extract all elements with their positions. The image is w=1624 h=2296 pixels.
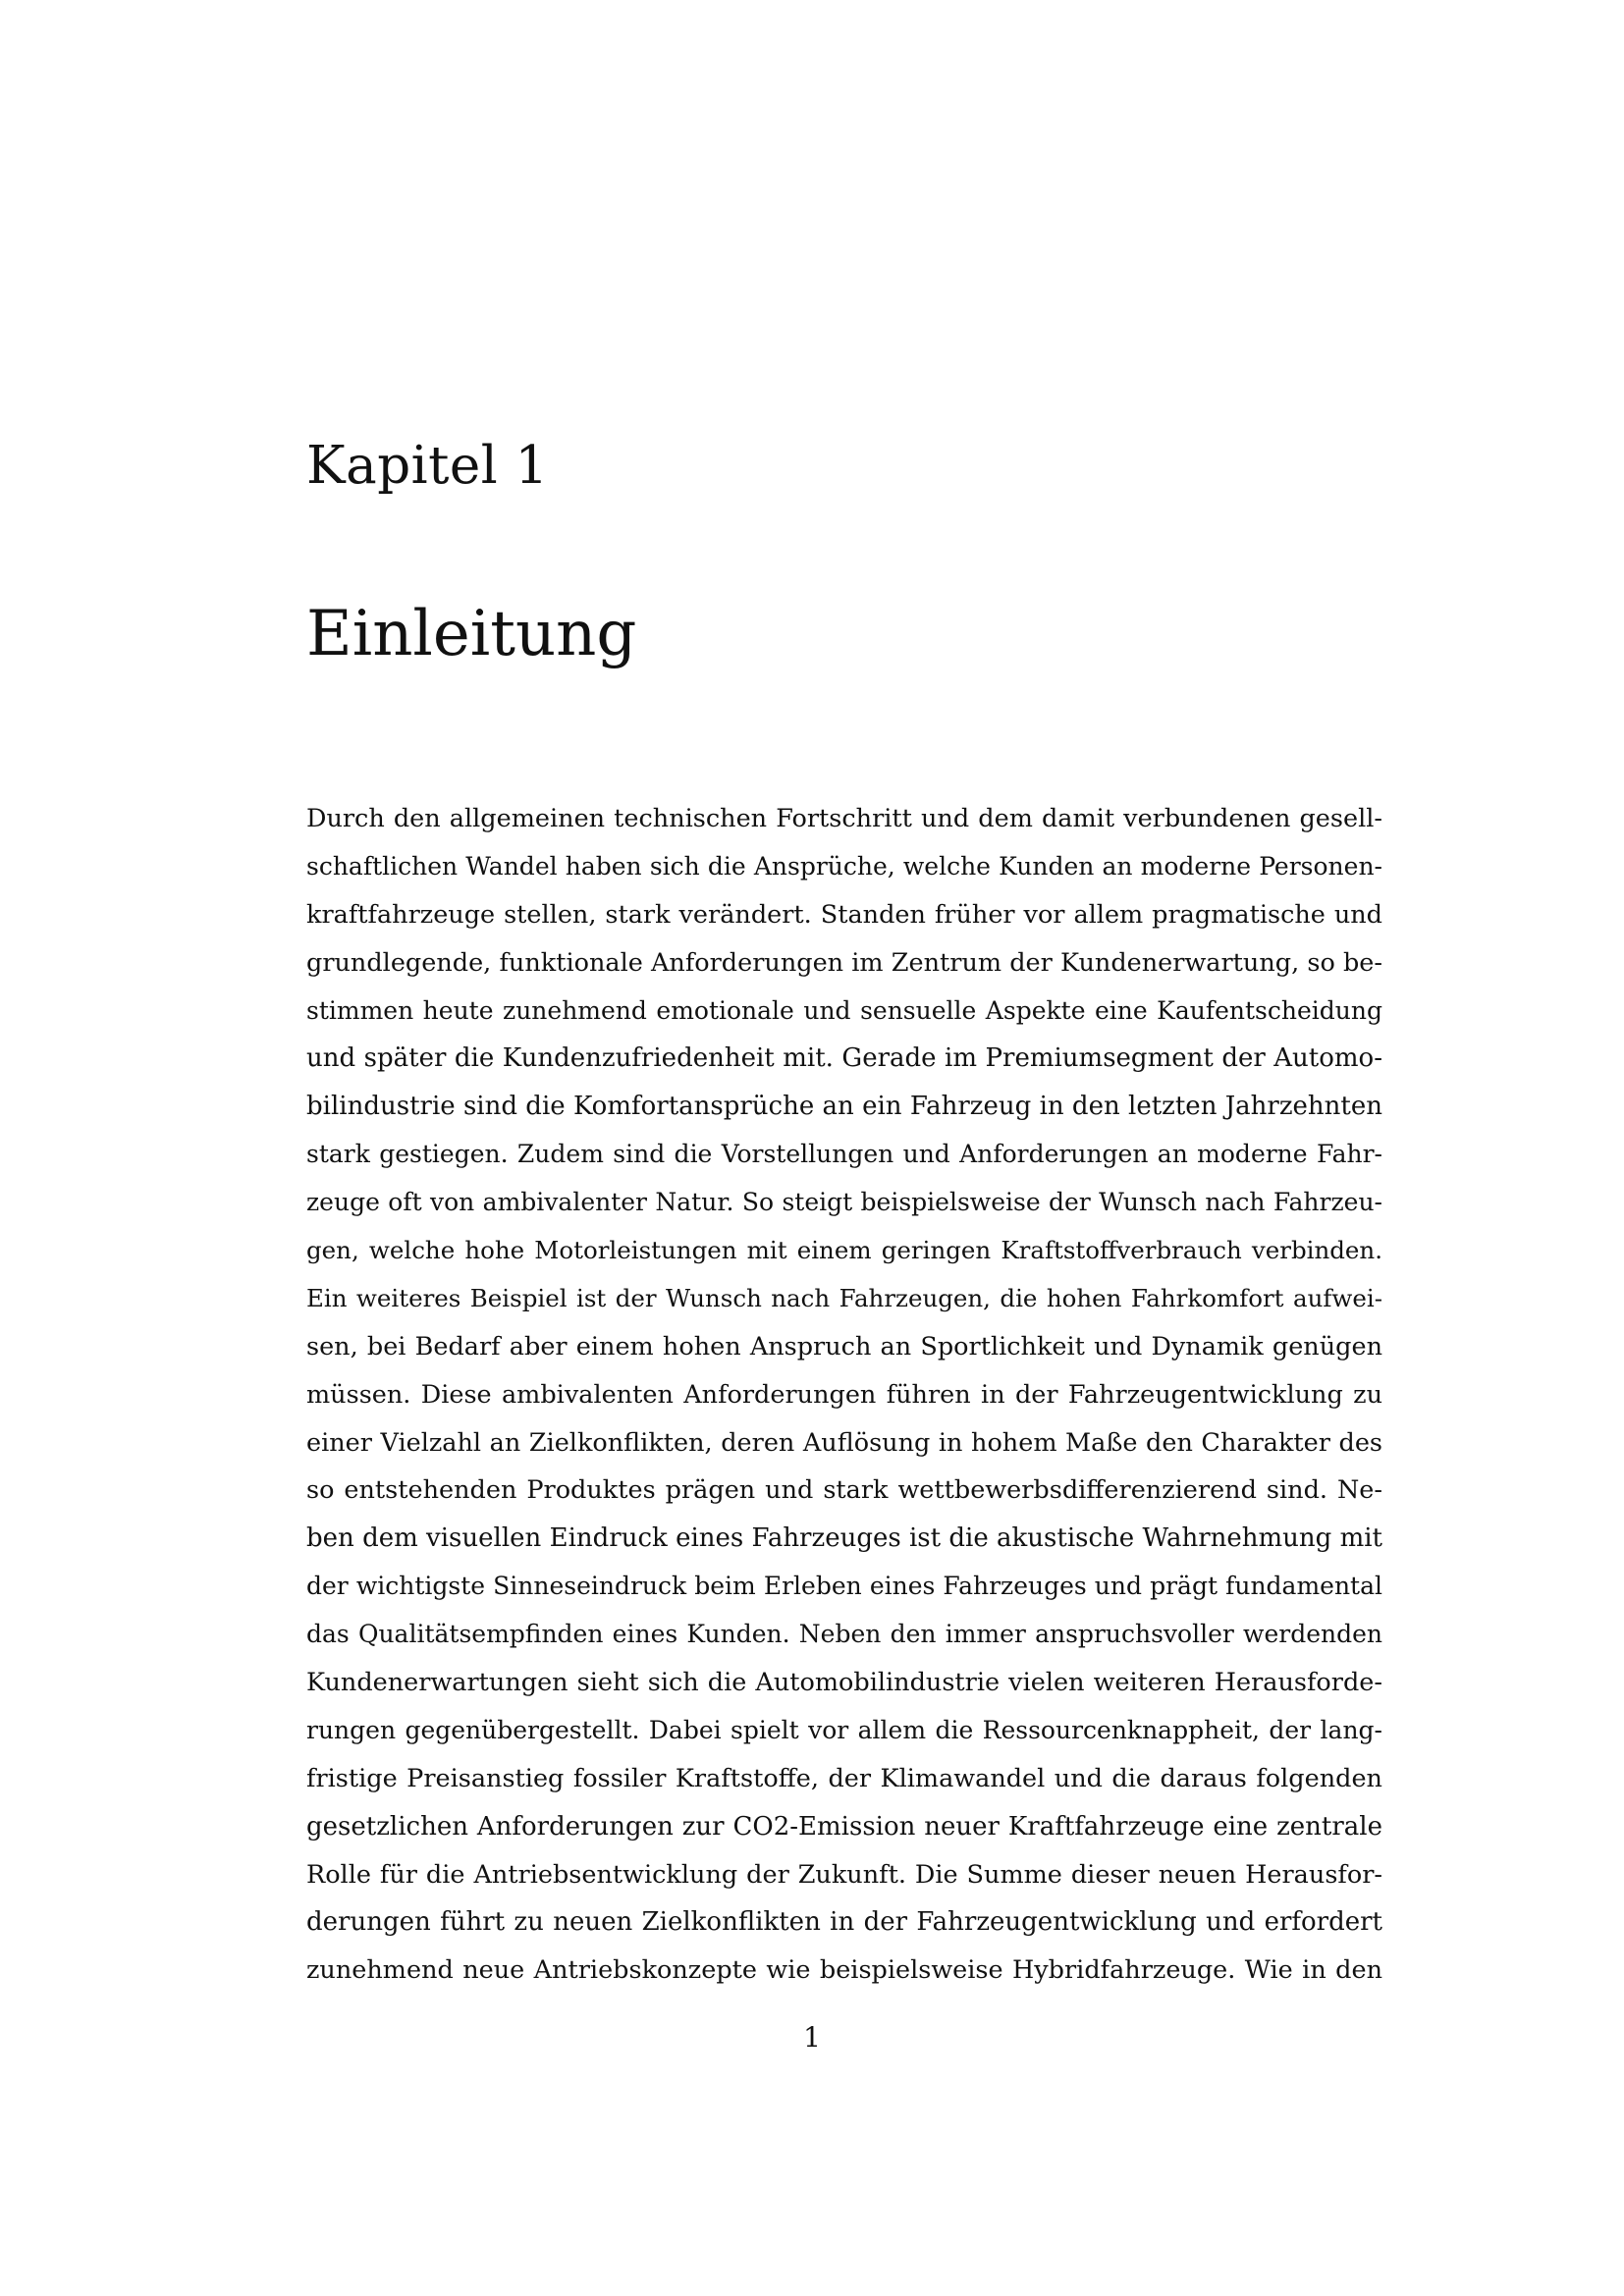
text-line: kraftfahrzeuge stellen, stark verändert. Standen früher vor allem pragmatische und — [306, 899, 1382, 930]
text-line: ben dem visuellen Eindruck eines Fahrzeuges ist die akustische Wahrnehmung mit — [306, 1523, 1382, 1554]
text-line: so entstehenden Produktes prägen und stark wettbewerbsdifferenzierend sind. Ne- — [306, 1475, 1382, 1506]
text-line: fristige Preisanstieg fossiler Kraftstoffe, der Klimawandel und die daraus folgenden — [306, 1763, 1382, 1793]
page-number: 1 — [803, 2021, 821, 2054]
text-line: derungen führt zu neuen Zielkonflikten in der Fahrzeugentwicklung und erfordert — [306, 1907, 1382, 1938]
text-line: gesetzlichen Anforderungen zur CO2-Emission neuer Kraftfahrzeuge eine zentrale — [306, 1811, 1382, 1842]
text-line: gen, welche hohe Motorleistungen mit einem geringen Kraftstoffverbrauch verbinden. — [306, 1236, 1382, 1265]
text-line: und später die Kundenzufriedenheit mit. Gerade im Premiumsegment der Automo- — [306, 1043, 1382, 1074]
text-line: stimmen heute zunehmend emotionale und sensuelle Aspekte eine Kaufentscheidung — [306, 995, 1382, 1025]
chapter-title: Einleitung — [306, 598, 637, 670]
text-line: Kundenerwartungen sieht sich die Automobilindustrie vielen weiteren Herausforde- — [306, 1668, 1382, 1698]
text-line: das Qualitätsempfinden eines Kunden. Neben den immer anspruchsvoller werdenden — [306, 1620, 1382, 1649]
text-line: einer Vielzahl an Zielkonflikten, deren Auflösung in hohem Maße den Charakter des — [306, 1427, 1382, 1458]
text-line: stark gestiegen. Zudem sind die Vorstellungen und Anforderungen an moderne Fahr- — [306, 1140, 1382, 1169]
text-line: sen, bei Bedarf aber einem hohen Anspruch an Sportlichkeit und Dynamik genügen — [306, 1331, 1382, 1362]
text-line: bilindustrie sind die Komfortansprüche an ein Fahrzeug in den letzten Jahrzehnten — [306, 1092, 1382, 1122]
text-line: zunehmend neue Antriebskonzepte wie beispielsweise Hybridfahrzeuge. Wie in den — [306, 1955, 1382, 1986]
text-line: Durch den allgemeinen technischen Fortschritt und dem damit verbundenen gesell- — [306, 804, 1382, 833]
text-line: der wichtigste Sinneseindruck beim Erleben eines Fahrzeuges und prägt fundamental — [306, 1572, 1382, 1601]
text-line: schaftlichen Wandel haben sich die Ansprüche, welche Kunden an moderne Personen- — [306, 851, 1382, 881]
text-line: müssen. Diese ambivalenten Anforderungen führen in der Fahrzeugentwicklung zu — [306, 1379, 1382, 1410]
text-line: Rolle für die Antriebsentwicklung der Zukunft. Die Summe dieser neuen Herausfor- — [306, 1859, 1382, 1890]
text-line: grundlegende, funktionale Anforderungen im Zentrum der Kundenerwartung, so be- — [306, 947, 1382, 978]
text-line: rungen gegenübergestellt. Dabei spielt vor allem die Ressourcenknappheit, der lang- — [306, 1715, 1382, 1744]
chapter-label: Kapitel 1 — [306, 436, 549, 496]
text-line: Ein weiteres Beispiel ist der Wunsch nach Fahrzeugen, die hohen Fahrkomfort aufwei- — [306, 1283, 1382, 1312]
body-paragraph — [306, 795, 1382, 1995]
text-line: zeuge oft von ambivalenter Natur. So steigt beispielsweise der Wunsch nach Fahrzeu- — [306, 1188, 1382, 1217]
